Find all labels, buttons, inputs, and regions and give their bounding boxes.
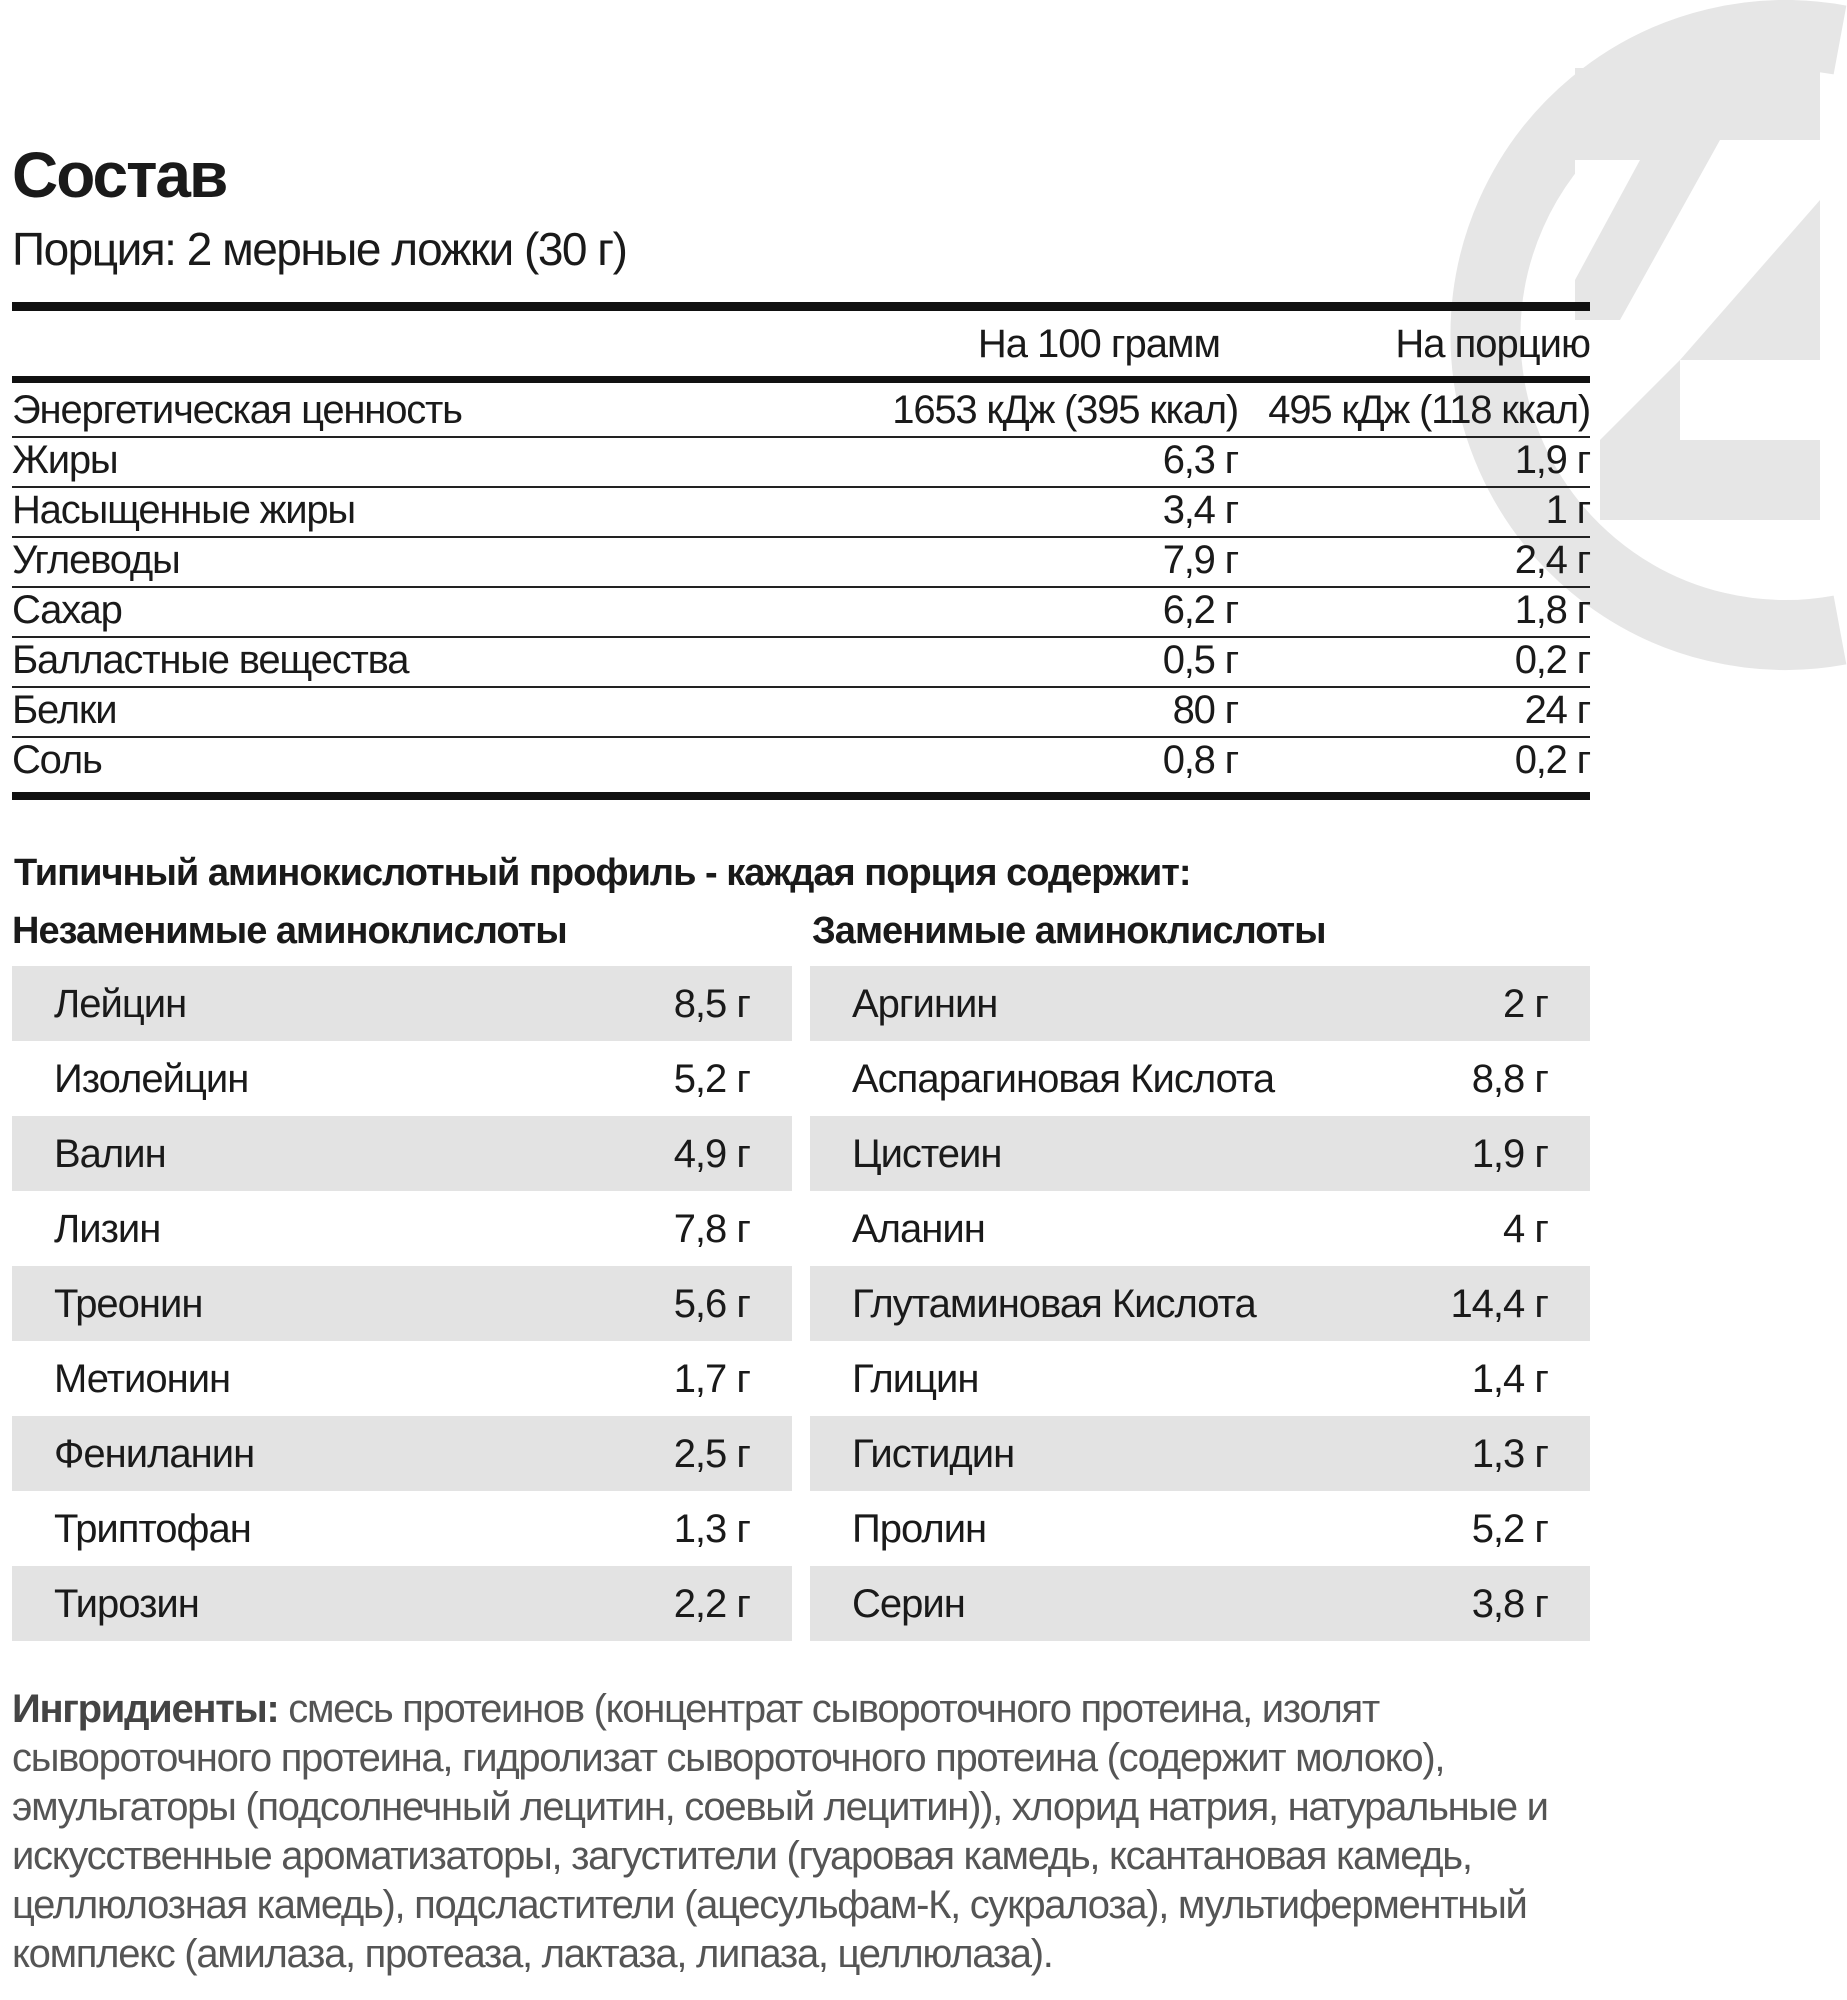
value-portion: 1,9 г — [1514, 438, 1590, 482]
list-item — [12, 1191, 792, 1266]
amino-name: Аргинин — [852, 982, 998, 1026]
nonessential-amino-heading: Заменимые аминоклислоты — [812, 910, 1326, 952]
table-row — [12, 736, 1590, 786]
list-item — [810, 1191, 1590, 1266]
list-item — [12, 1341, 792, 1416]
value-per100: 1653 кДж (395 ккал) — [892, 388, 1238, 432]
value-portion: 495 кДж (118 ккал) — [1268, 388, 1590, 432]
amino-name: Лейцин — [54, 982, 187, 1026]
amino-name: Серин — [852, 1582, 965, 1626]
amino-name: Метионин — [54, 1357, 231, 1401]
nutrient-name: Энергетическая ценность — [12, 388, 462, 432]
amino-profile-title: Типичный аминокислотный профиль - каждая порция содержит: — [14, 852, 1191, 894]
amino-value: 1,3 г — [1471, 1432, 1548, 1476]
list-item — [810, 1041, 1590, 1116]
amino-value: 1,7 г — [673, 1357, 750, 1401]
amino-value: 1,9 г — [1471, 1132, 1548, 1176]
amino-value: 3,8 г — [1471, 1582, 1548, 1626]
serving-size: Порция: 2 мерные ложки (30 г) — [12, 223, 627, 275]
value-per100: 0,8 г — [1162, 738, 1238, 782]
list-item — [12, 1116, 792, 1191]
value-portion: 1,8 г — [1514, 588, 1590, 632]
page-title: Состав — [12, 139, 227, 211]
nutrient-name: Белки — [12, 688, 117, 732]
amino-value: 5,2 г — [1471, 1507, 1548, 1551]
list-item — [12, 1041, 792, 1116]
nutrient-name: Углеводы — [12, 538, 180, 582]
list-item — [810, 966, 1590, 1041]
table-row — [12, 386, 1590, 436]
amino-name: Глутаминовая Кислота — [852, 1282, 1256, 1326]
value-portion: 0,2 г — [1514, 638, 1590, 682]
header-rule — [12, 376, 1590, 383]
list-item — [810, 1416, 1590, 1491]
col-header-portion: На порцию — [1395, 322, 1590, 366]
amino-value: 2 г — [1503, 982, 1548, 1026]
table-row — [12, 686, 1590, 736]
list-item — [810, 1341, 1590, 1416]
amino-name: Гистидин — [852, 1432, 1015, 1476]
amino-value: 7,8 г — [673, 1207, 750, 1251]
amino-value: 5,6 г — [673, 1282, 750, 1326]
nutrient-name: Жиры — [12, 438, 118, 482]
ingredients-paragraph — [12, 1685, 1572, 1979]
value-portion: 2,4 г — [1514, 538, 1590, 582]
value-portion: 1 г — [1545, 488, 1590, 532]
list-item — [12, 1266, 792, 1341]
table-row — [12, 536, 1590, 586]
list-item — [810, 1116, 1590, 1191]
list-item — [12, 1416, 792, 1491]
nonessential-amino-list — [810, 966, 1590, 1641]
amino-name: Цистеин — [852, 1132, 1002, 1176]
value-portion: 24 г — [1524, 688, 1590, 732]
table-row — [12, 436, 1590, 486]
amino-name: Глицин — [852, 1357, 979, 1401]
nutrient-name: Насыщенные жиры — [12, 488, 355, 532]
amino-value: 4,9 г — [673, 1132, 750, 1176]
amino-name: Тирозин — [54, 1582, 199, 1626]
value-per100: 3,4 г — [1162, 488, 1238, 532]
value-per100: 80 г — [1172, 688, 1238, 732]
amino-name: Триптофан — [54, 1507, 251, 1551]
essential-amino-list — [12, 966, 792, 1641]
table-row — [12, 586, 1590, 636]
value-per100: 7,9 г — [1162, 538, 1238, 582]
col-header-per100: На 100 грамм — [977, 322, 1220, 366]
list-item — [810, 1491, 1590, 1566]
table-top-rule — [12, 302, 1590, 311]
nutrient-name: Балластные вещества — [12, 638, 409, 682]
amino-name: Изолейцин — [54, 1057, 249, 1101]
value-per100: 6,3 г — [1162, 438, 1238, 482]
amino-name: Пролин — [852, 1507, 987, 1551]
value-portion: 0,2 г — [1514, 738, 1590, 782]
amino-value: 2,5 г — [673, 1432, 750, 1476]
ingredients-label: Ингридиенты: — [12, 1687, 279, 1731]
essential-amino-heading: Незаменимые аминоклислоты — [12, 910, 567, 952]
amino-name: Фениланин — [54, 1432, 255, 1476]
table-row — [12, 636, 1590, 686]
amino-name: Треонин — [54, 1282, 203, 1326]
amino-name: Лизин — [54, 1207, 161, 1251]
nutrient-name: Соль — [12, 738, 102, 782]
nutrient-name: Сахар — [12, 588, 122, 632]
amino-value: 14,4 г — [1450, 1282, 1548, 1326]
value-per100: 6,2 г — [1162, 588, 1238, 632]
ingredients-text: смесь протеинов (концентрат сывороточного протеина, изолят сывороточного протеина, гидролизат сывороточного протеина (содержит молоко), эмульгаторы (подсолнечный лецитин, соевый лецитин)), хлорид натрия, натуральные и искусственные ароматизаторы, загустители (гуаровая камедь, ксантановая камедь, целлюлозная камедь), подсластители (ацесульфам-К, сукралоза), мультиферментный комплекс (амилаза, протеаза, лактаза, липаза, целлюлаза). — [12, 1687, 1548, 1976]
table-bottom-rule — [12, 792, 1590, 800]
amino-value: 5,2 г — [673, 1057, 750, 1101]
list-item — [12, 966, 792, 1041]
amino-value: 2,2 г — [673, 1582, 750, 1626]
list-item — [810, 1266, 1590, 1341]
amino-value: 8,5 г — [673, 982, 750, 1026]
amino-value: 8,8 г — [1471, 1057, 1548, 1101]
amino-name: Аланин — [852, 1207, 985, 1251]
list-item — [12, 1491, 792, 1566]
amino-value: 1,3 г — [673, 1507, 750, 1551]
table-row — [12, 486, 1590, 536]
list-item — [12, 1566, 792, 1641]
amino-value: 1,4 г — [1471, 1357, 1548, 1401]
value-per100: 0,5 г — [1162, 638, 1238, 682]
amino-value: 4 г — [1503, 1207, 1548, 1251]
amino-name: Валин — [54, 1132, 166, 1176]
list-item — [810, 1566, 1590, 1641]
amino-name: Аспарагиновая Кислота — [852, 1057, 1275, 1101]
